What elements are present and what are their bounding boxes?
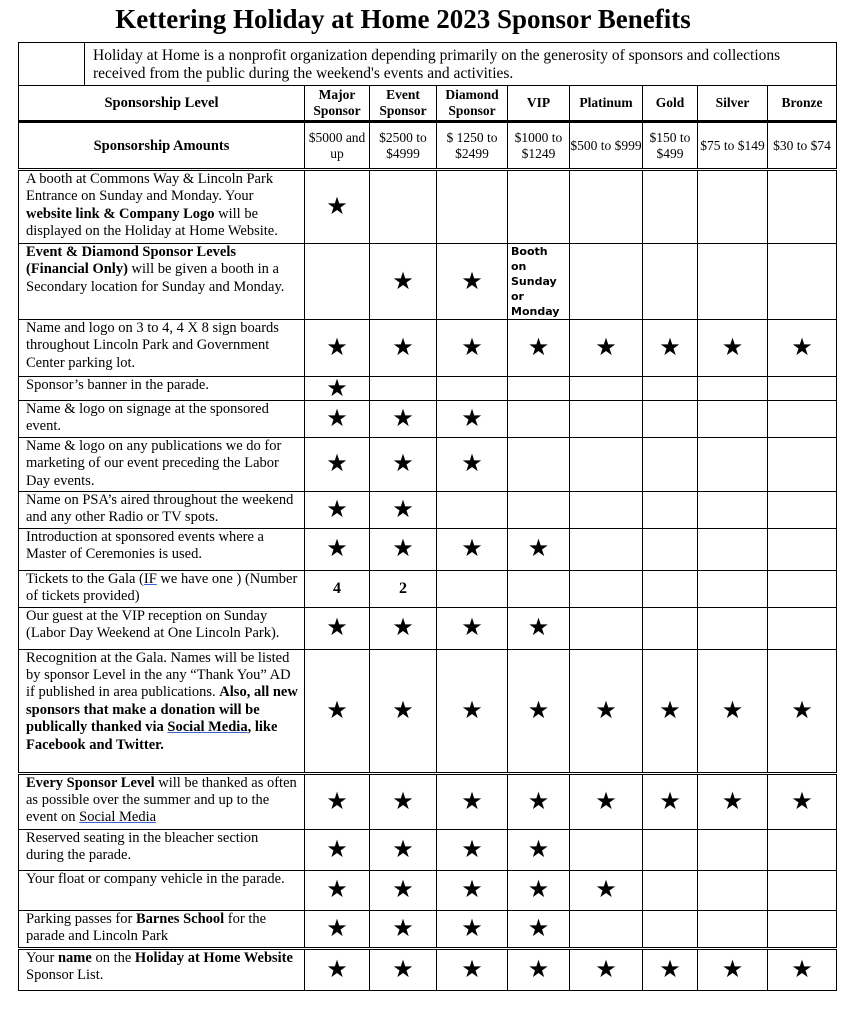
star-icon-silver: ★ bbox=[698, 773, 768, 829]
empty-cell-silver bbox=[698, 401, 768, 438]
star-icon-event: ★ bbox=[370, 829, 437, 870]
empty-cell-platinum bbox=[570, 607, 643, 649]
empty-cell-silver bbox=[698, 528, 768, 570]
star-icon-silver: ★ bbox=[698, 948, 768, 990]
benefit-row bbox=[19, 948, 837, 990]
benefit-text-run: Event & Diamond Sponsor Levels (Financial Only) bbox=[26, 244, 237, 278]
level-diamond: Diamond Sponsor bbox=[437, 86, 508, 122]
empty-cell-silver bbox=[698, 377, 768, 401]
star-icon-diamond: ★ bbox=[437, 829, 508, 870]
empty-cell-gold bbox=[643, 437, 698, 491]
benefit-description bbox=[19, 607, 305, 649]
benefit-description bbox=[19, 401, 305, 438]
amount-bronze: $30 to $74 bbox=[768, 122, 837, 170]
level-silver: Silver bbox=[698, 86, 768, 122]
level-event: Event Sponsor bbox=[370, 86, 437, 122]
star-icon-diamond: ★ bbox=[437, 910, 508, 948]
star-icon-event: ★ bbox=[370, 607, 437, 649]
star-icon-gold: ★ bbox=[643, 320, 698, 377]
star-icon-major: ★ bbox=[305, 377, 370, 401]
star-icon-diamond: ★ bbox=[437, 607, 508, 649]
empty-cell-bronze bbox=[768, 528, 837, 570]
benefit-description bbox=[19, 910, 305, 948]
benefit-text-run: will be displayed on the Holiday at Home Website. bbox=[26, 205, 278, 240]
benefit-text-run: Social Media bbox=[79, 809, 157, 826]
star-icon-diamond: ★ bbox=[437, 948, 508, 990]
benefit-row bbox=[19, 320, 837, 377]
star-icon-platinum: ★ bbox=[570, 320, 643, 377]
amounts-row bbox=[19, 122, 837, 170]
star-icon-major: ★ bbox=[305, 948, 370, 990]
empty-cell-platinum bbox=[570, 492, 643, 529]
empty-cell-vip bbox=[508, 401, 570, 438]
benefit-row bbox=[19, 437, 837, 491]
empty-cell-bronze bbox=[768, 437, 837, 491]
document-title: Kettering Holiday at Home 2023 Sponsor Benefits bbox=[115, 4, 691, 34]
star-icon-bronze: ★ bbox=[768, 649, 837, 773]
star-icon-major: ★ bbox=[305, 829, 370, 870]
empty-cell-bronze bbox=[768, 377, 837, 401]
benefit-text-run: Tickets to the Gala ( bbox=[26, 570, 144, 587]
empty-cell-platinum bbox=[570, 244, 643, 320]
benefit-text-run: Introduction at sponsored events where a Master of Ceremonies is used. bbox=[26, 528, 264, 563]
benefit-text-run: Your float or company vehicle in the parade. bbox=[26, 870, 285, 887]
star-icon-silver: ★ bbox=[698, 320, 768, 377]
star-icon-event: ★ bbox=[370, 492, 437, 529]
empty-cell-bronze bbox=[768, 607, 837, 649]
star-icon-event: ★ bbox=[370, 870, 437, 910]
intro-text: Holiday at Home is a nonprofit organization depending primarily on the generosity of sponsors and collections received from the public during the weekend's events and activities. bbox=[85, 43, 837, 86]
amount-major: $5000 and up bbox=[305, 122, 370, 170]
ticket-count-major: 4 bbox=[305, 570, 370, 607]
empty-cell-silver bbox=[698, 870, 768, 910]
star-icon-vip: ★ bbox=[508, 948, 570, 990]
star-icon-event: ★ bbox=[370, 528, 437, 570]
star-icon-platinum: ★ bbox=[570, 649, 643, 773]
benefit-row bbox=[19, 910, 837, 948]
star-icon-major: ★ bbox=[305, 870, 370, 910]
benefit-text-run: we have one ) (Number of tickets provided) bbox=[26, 570, 298, 605]
empty-cell-vip bbox=[508, 377, 570, 401]
star-icon-vip: ★ bbox=[508, 528, 570, 570]
benefit-row bbox=[19, 170, 837, 244]
benefit-text-run: Social Media bbox=[167, 719, 248, 736]
empty-cell-silver bbox=[698, 829, 768, 870]
level-header-row bbox=[19, 86, 837, 122]
benefit-text-run: Sponsor’s banner in the parade. bbox=[26, 377, 209, 393]
level-major: Major Sponsor bbox=[305, 86, 370, 122]
empty-cell-bronze bbox=[768, 401, 837, 438]
star-icon-gold: ★ bbox=[643, 773, 698, 829]
benefit-text-run: Name on PSA’s aired throughout the weekend and any other Radio or TV spots. bbox=[26, 492, 294, 526]
benefit-row bbox=[19, 870, 837, 910]
benefit-text-run: name bbox=[57, 949, 92, 966]
star-icon-major: ★ bbox=[305, 320, 370, 377]
empty-cell-silver bbox=[698, 244, 768, 320]
benefit-text-run: Recognition at the Gala. Names will be listed by sponsor Level in the any “Thank You” AD if published in area publications. bbox=[26, 649, 291, 701]
star-icon-major: ★ bbox=[305, 437, 370, 491]
empty-cell-platinum bbox=[570, 377, 643, 401]
intro-row bbox=[19, 43, 837, 86]
amount-silver: $75 to $149 bbox=[698, 122, 768, 170]
ticket-count-event: 2 bbox=[370, 570, 437, 607]
star-icon-major: ★ bbox=[305, 607, 370, 649]
star-icon-event: ★ bbox=[370, 773, 437, 829]
benefit-row bbox=[19, 773, 837, 829]
benefit-text-run: , like Facebook and Twitter. bbox=[26, 719, 278, 753]
empty-cell-gold bbox=[643, 401, 698, 438]
amount-event: $2500 to $4999 bbox=[370, 122, 437, 170]
star-icon-event: ★ bbox=[370, 320, 437, 377]
benefit-text-run: Parking passes for bbox=[26, 910, 136, 927]
star-icon-vip: ★ bbox=[508, 870, 570, 910]
benefit-row bbox=[19, 377, 837, 401]
benefit-text-run: Also, all new sponsors that make a donation will be publically thanked via bbox=[26, 684, 298, 736]
empty-cell-diamond bbox=[437, 377, 508, 401]
benefit-description bbox=[19, 244, 305, 320]
benefit-row bbox=[19, 649, 837, 773]
star-icon-diamond: ★ bbox=[437, 320, 508, 377]
amount-gold: $150 to $499 bbox=[643, 122, 698, 170]
star-icon-major: ★ bbox=[305, 528, 370, 570]
level-gold: Gold bbox=[643, 86, 698, 122]
empty-cell-gold bbox=[643, 528, 698, 570]
benefit-text-run: Your bbox=[26, 949, 58, 966]
empty-cell-platinum bbox=[570, 437, 643, 491]
benefit-row bbox=[19, 607, 837, 649]
empty-cell-platinum bbox=[570, 170, 643, 244]
benefit-text-run: Name & logo on signage at the sponsored event. bbox=[26, 401, 269, 435]
star-icon-gold: ★ bbox=[643, 649, 698, 773]
empty-cell-silver bbox=[698, 437, 768, 491]
empty-cell-bronze bbox=[768, 829, 837, 870]
benefit-text-run: Sponsor List. bbox=[26, 967, 104, 984]
empty-cell-gold bbox=[643, 829, 698, 870]
benefit-description bbox=[19, 170, 305, 244]
star-icon-diamond: ★ bbox=[437, 773, 508, 829]
star-icon-event: ★ bbox=[370, 948, 437, 990]
benefit-text-run: Name and logo on 3 to 4, 4 X 8 sign boards throughout Lincoln Park and Government Center parking lot. bbox=[26, 320, 279, 371]
benefit-row bbox=[19, 528, 837, 570]
empty-cell-silver bbox=[698, 492, 768, 529]
empty-cell-platinum bbox=[570, 528, 643, 570]
star-icon-vip: ★ bbox=[508, 773, 570, 829]
empty-cell-bronze bbox=[768, 492, 837, 529]
level-vip: VIP bbox=[508, 86, 570, 122]
star-icon-vip: ★ bbox=[508, 649, 570, 773]
star-icon-diamond: ★ bbox=[437, 649, 508, 773]
empty-cell-gold bbox=[643, 870, 698, 910]
star-icon-diamond: ★ bbox=[437, 528, 508, 570]
benefit-row bbox=[19, 244, 837, 320]
star-icon-vip: ★ bbox=[508, 320, 570, 377]
sponsor-benefits-table bbox=[18, 42, 837, 991]
star-icon-diamond: ★ bbox=[437, 401, 508, 438]
empty-cell-major bbox=[305, 244, 370, 320]
empty-cell-diamond bbox=[437, 570, 508, 607]
star-icon-major: ★ bbox=[305, 401, 370, 438]
booth-note-vip: Booth on Sunday or Monday bbox=[508, 244, 570, 320]
empty-cell-platinum bbox=[570, 401, 643, 438]
empty-cell-bronze bbox=[768, 870, 837, 910]
empty-cell-event bbox=[370, 377, 437, 401]
empty-cell-silver bbox=[698, 570, 768, 607]
empty-cell-gold bbox=[643, 910, 698, 948]
star-icon-event: ★ bbox=[370, 649, 437, 773]
star-icon-platinum: ★ bbox=[570, 870, 643, 910]
star-icon-diamond: ★ bbox=[437, 437, 508, 491]
empty-cell-diamond bbox=[437, 170, 508, 244]
star-icon-silver: ★ bbox=[698, 649, 768, 773]
star-icon-event: ★ bbox=[370, 401, 437, 438]
benefit-text-run: Our guest at the VIP reception on Sunday (Labor Day Weekend at One Lincoln Park). bbox=[26, 607, 280, 642]
empty-cell-platinum bbox=[570, 910, 643, 948]
empty-cell-platinum bbox=[570, 829, 643, 870]
benefit-row bbox=[19, 570, 837, 607]
benefit-description bbox=[19, 492, 305, 529]
empty-cell-bronze bbox=[768, 170, 837, 244]
star-icon-gold: ★ bbox=[643, 948, 698, 990]
empty-cell-gold bbox=[643, 170, 698, 244]
empty-cell-gold bbox=[643, 377, 698, 401]
empty-cell-silver bbox=[698, 607, 768, 649]
benefit-text-run: will be thanked as often as possible over the summer and up to the event on bbox=[26, 774, 297, 826]
star-icon-major: ★ bbox=[305, 649, 370, 773]
star-icon-event: ★ bbox=[370, 244, 437, 320]
benefit-text-run: on the bbox=[91, 949, 135, 966]
benefit-description bbox=[19, 377, 305, 401]
star-icon-platinum: ★ bbox=[570, 773, 643, 829]
empty-cell-gold bbox=[643, 244, 698, 320]
level-header-label: Sponsorship Level bbox=[19, 86, 305, 122]
intro-blank-cell bbox=[19, 43, 85, 86]
benefit-row bbox=[19, 492, 837, 529]
benefit-description bbox=[19, 437, 305, 491]
star-icon-diamond: ★ bbox=[437, 870, 508, 910]
star-icon-event: ★ bbox=[370, 910, 437, 948]
star-icon-diamond: ★ bbox=[437, 244, 508, 320]
level-bronze: Bronze bbox=[768, 86, 837, 122]
benefit-text-run: Every Sponsor Level bbox=[26, 774, 155, 791]
amount-platinum: $500 to $999 bbox=[570, 122, 643, 170]
benefit-description bbox=[19, 948, 305, 990]
benefit-description bbox=[19, 649, 305, 773]
star-icon-major: ★ bbox=[305, 910, 370, 948]
star-icon-vip: ★ bbox=[508, 607, 570, 649]
benefit-description bbox=[19, 773, 305, 829]
benefit-text-run: for the parade and Lincoln Park bbox=[26, 910, 267, 945]
benefit-text-run: Holiday at Home Website bbox=[134, 949, 293, 966]
benefit-text-run: IF bbox=[143, 570, 157, 587]
star-icon-event: ★ bbox=[370, 437, 437, 491]
star-icon-vip: ★ bbox=[508, 910, 570, 948]
benefit-description bbox=[19, 528, 305, 570]
benefit-text-run: Barnes School bbox=[135, 910, 225, 927]
benefit-text-run: website link & Company Logo bbox=[26, 205, 215, 222]
benefit-description bbox=[19, 320, 305, 377]
benefit-description bbox=[19, 829, 305, 870]
empty-cell-gold bbox=[643, 492, 698, 529]
benefit-text-run: will be given a booth in a Secondary location for Sunday and Monday. bbox=[26, 261, 285, 295]
empty-cell-silver bbox=[698, 170, 768, 244]
empty-cell-event bbox=[370, 170, 437, 244]
empty-cell-platinum bbox=[570, 570, 643, 607]
empty-cell-diamond bbox=[437, 492, 508, 529]
empty-cell-bronze bbox=[768, 910, 837, 948]
amounts-label: Sponsorship Amounts bbox=[19, 122, 305, 170]
star-icon-bronze: ★ bbox=[768, 948, 837, 990]
star-icon-bronze: ★ bbox=[768, 773, 837, 829]
empty-cell-vip bbox=[508, 570, 570, 607]
benefit-text-run: A booth at Commons Way & Lincoln Park Entrance on Sunday and Monday. Your bbox=[26, 171, 274, 205]
empty-cell-bronze bbox=[768, 570, 837, 607]
empty-cell-vip bbox=[508, 170, 570, 244]
empty-cell-bronze bbox=[768, 244, 837, 320]
benefit-row bbox=[19, 829, 837, 870]
level-platinum: Platinum bbox=[570, 86, 643, 122]
benefit-text-run: Name & logo on any publications we do for marketing of our event preceding the Labor Day events. bbox=[26, 437, 282, 489]
benefit-text-run: Reserved seating in the bleacher section during the parade. bbox=[26, 829, 259, 864]
star-icon-major: ★ bbox=[305, 492, 370, 529]
star-icon-bronze: ★ bbox=[768, 320, 837, 377]
empty-cell-silver bbox=[698, 910, 768, 948]
star-icon-major: ★ bbox=[305, 170, 370, 244]
empty-cell-gold bbox=[643, 607, 698, 649]
empty-cell-vip bbox=[508, 492, 570, 529]
empty-cell-vip bbox=[508, 437, 570, 491]
benefit-description bbox=[19, 870, 305, 910]
star-icon-platinum: ★ bbox=[570, 948, 643, 990]
amount-vip: $1000 to $1249 bbox=[508, 122, 570, 170]
star-icon-major: ★ bbox=[305, 773, 370, 829]
benefit-row bbox=[19, 401, 837, 438]
amount-diamond: $ 1250 to $2499 bbox=[437, 122, 508, 170]
empty-cell-gold bbox=[643, 570, 698, 607]
benefit-description bbox=[19, 570, 305, 607]
star-icon-vip: ★ bbox=[508, 829, 570, 870]
